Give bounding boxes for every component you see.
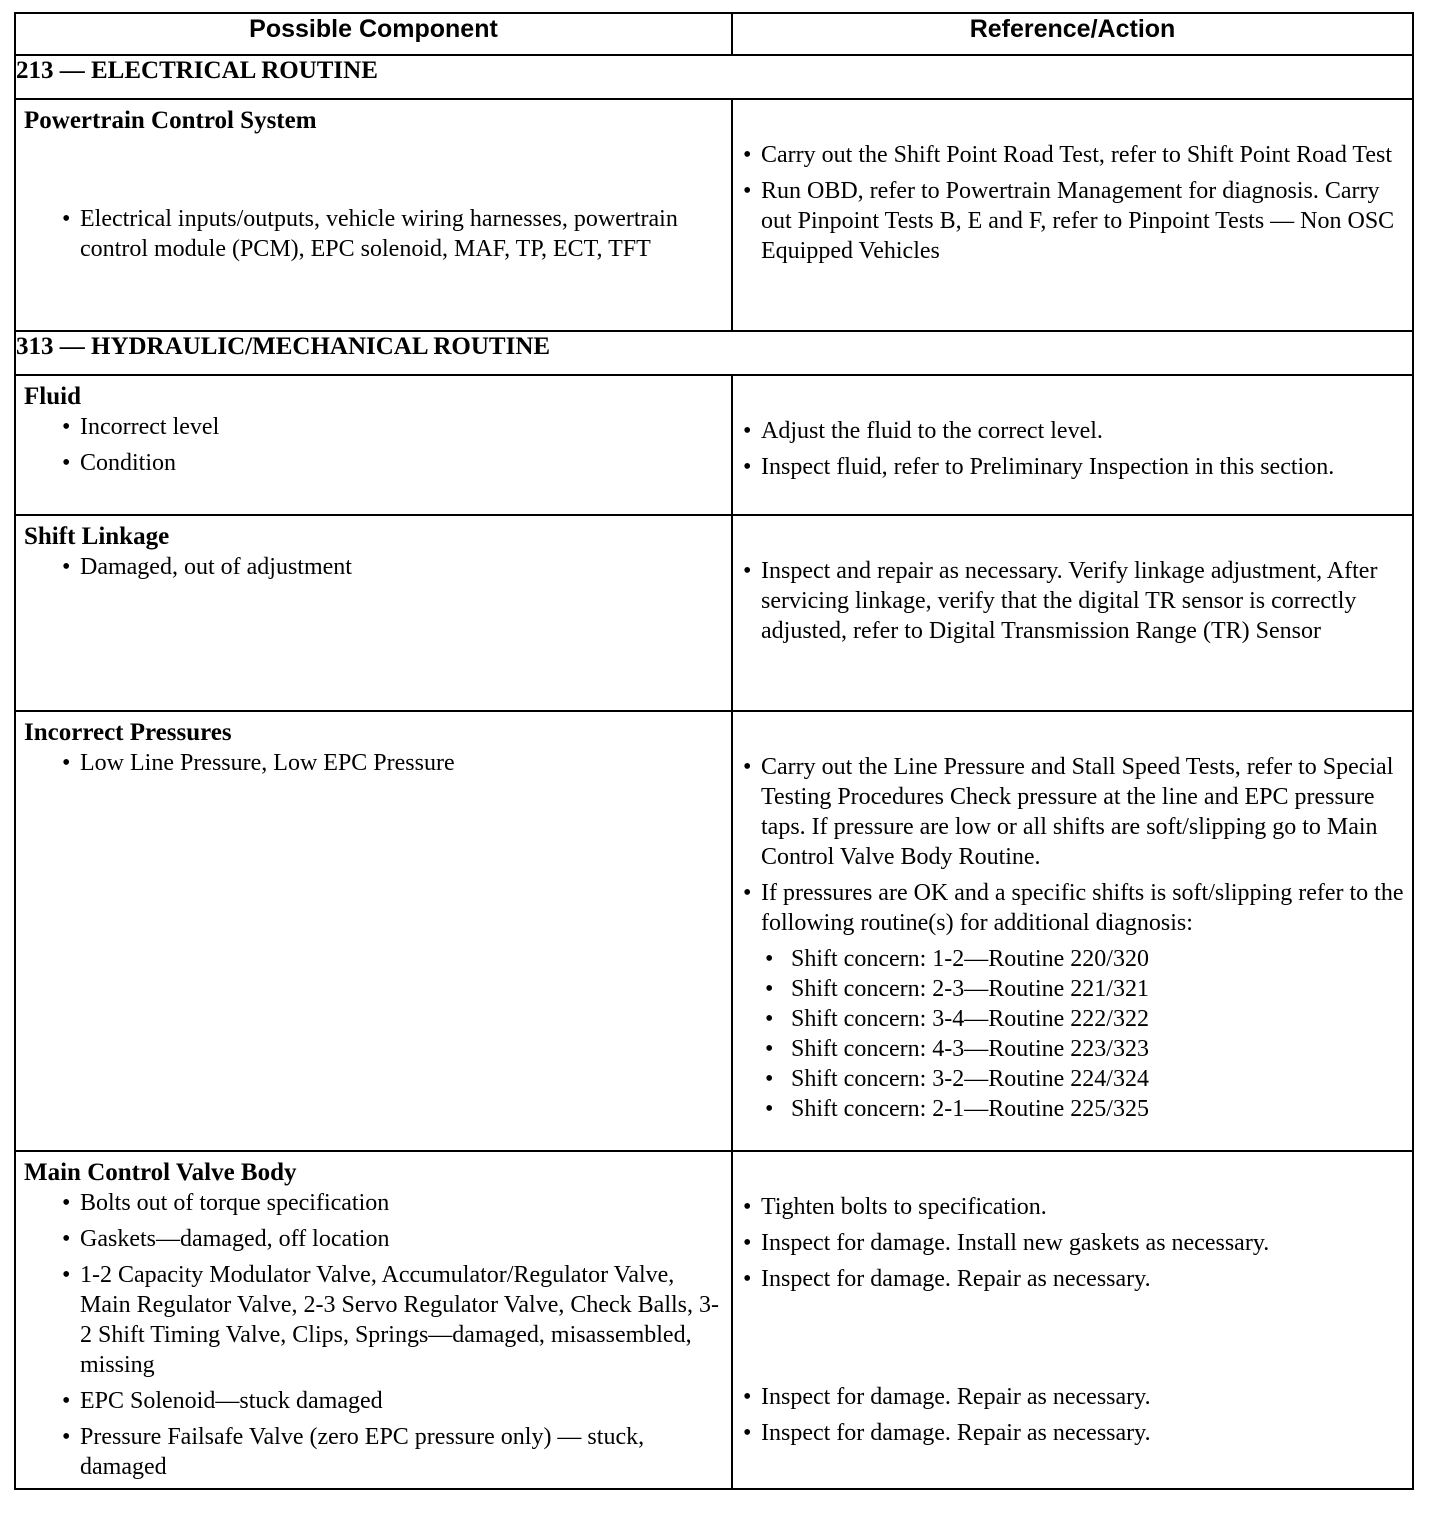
routine-item: • Shift concern: 2-1—Routine 225/325	[765, 1096, 1149, 1122]
routine-list	[743, 944, 1412, 1124]
list-item: • Low Line Pressure, Low EPC Pressure	[62, 750, 455, 776]
routine-item: • Shift concern: 1-2—Routine 220/320	[765, 946, 1149, 972]
action-list	[733, 376, 1412, 492]
list-item: • Inspect and repair as necessary. Verify linkage adjustment, After servicing linkage, verify that the digital TR sensor is correctly adjusted, refer to Digital Transmission Range (TR) Sensor	[743, 558, 1378, 644]
component-cell	[15, 99, 732, 331]
component-list	[16, 412, 731, 478]
list-item: • Carry out the Line Pressure and Stall Speed Tests, refer to Special Testing Procedures Check pressure at the line and EPC pressure taps. If pressure are low or all shifts are soft/slipping go to Main Control Valve Body Routine.	[743, 754, 1394, 870]
table-row-powertrain	[15, 99, 1413, 331]
table-row-fluid	[15, 375, 1413, 515]
routine-item: • Shift concern: 2-3—Routine 221/321	[765, 976, 1149, 1002]
list-item: • Inspect for damage. Repair as necessary.	[743, 1266, 1151, 1292]
component-list	[16, 552, 731, 582]
column-header-action: Reference/Action	[732, 13, 1413, 55]
list-item: • If pressures are OK and a specific shifts is soft/slipping refer to the following routine(s) for additional diagnosis:	[743, 880, 1404, 936]
section-row-213	[15, 55, 1413, 99]
component-title: Shift Linkage	[24, 523, 170, 550]
diagnosis-table	[14, 12, 1414, 1490]
header-row	[15, 13, 1413, 55]
action-cell	[732, 1151, 1413, 1489]
action-cell	[732, 711, 1413, 1151]
list-item: • Incorrect level	[62, 414, 220, 440]
action-cell	[732, 99, 1413, 331]
section-title-213: 213 — ELECTRICAL ROUTINE	[15, 55, 1413, 99]
component-cell	[15, 515, 732, 711]
component-title: Main Control Valve Body	[24, 1159, 297, 1186]
routine-item: • Shift concern: 3-4—Routine 222/322	[765, 1006, 1149, 1032]
section-title-313: 313 — HYDRAULIC/MECHANICAL ROUTINE	[15, 331, 1413, 375]
list-item: • Electrical inputs/outputs, vehicle wiring harnesses, powertrain control module (PCM), EPC solenoid, MAF, TP, ECT, TFT	[62, 206, 678, 262]
list-item: • EPC Solenoid—stuck damaged	[62, 1388, 383, 1414]
list-item: • 1-2 Capacity Modulator Valve, Accumulator/Regulator Valve, Main Regulator Valve, 2-3 Servo Regulator Valve, Check Balls, 3-2 Shift Timing Valve, Clips, Springs—damaged, misassembled, missing	[62, 1262, 719, 1378]
component-cell	[15, 375, 732, 515]
component-title: Incorrect Pressures	[24, 719, 232, 746]
list-item: • Inspect for damage. Repair as necessary.	[743, 1384, 1151, 1410]
table-row-shift-linkage	[15, 515, 1413, 711]
section-row-313	[15, 331, 1413, 375]
routine-item: • Shift concern: 3-2—Routine 224/324	[765, 1066, 1149, 1092]
column-header-component: Possible Component	[15, 13, 732, 55]
component-list	[16, 1188, 731, 1482]
action-cell	[732, 515, 1413, 711]
action-list	[733, 1152, 1412, 1458]
list-item: • Inspect fluid, refer to Preliminary Inspection in this section.	[743, 454, 1335, 480]
list-item: • Run OBD, refer to Powertrain Management for diagnosis. Carry out Pinpoint Tests B, E and F, refer to Pinpoint Tests — Non OSC Equipped Vehicles	[743, 178, 1395, 264]
list-item: • Inspect for damage. Repair as necessary.	[743, 1420, 1151, 1446]
list-item: • Tighten bolts to specification.	[743, 1194, 1047, 1220]
list-item: • Pressure Failsafe Valve (zero EPC pressure only) — stuck, damaged	[62, 1424, 645, 1480]
table-row-main-control	[15, 1151, 1413, 1489]
action-cell	[732, 375, 1413, 515]
list-item: • Inspect for damage. Install new gaskets as necessary.	[743, 1230, 1270, 1256]
list-item: • Gaskets—damaged, off location	[62, 1226, 390, 1252]
component-list	[16, 136, 731, 264]
component-list	[16, 748, 731, 778]
table-row-incorrect-pressures	[15, 711, 1413, 1151]
list-item: • Bolts out of torque specification	[62, 1190, 390, 1216]
action-list	[733, 712, 1412, 1128]
list-item: • Damaged, out of adjustment	[62, 554, 352, 580]
list-item: • Condition	[62, 450, 177, 476]
action-list	[733, 516, 1412, 656]
component-title: Fluid	[24, 383, 81, 410]
list-item: • Adjust the fluid to the correct level.	[743, 418, 1103, 444]
action-list	[733, 100, 1412, 276]
list-item: • Carry out the Shift Point Road Test, refer to Shift Point Road Test	[743, 142, 1393, 168]
routine-item: • Shift concern: 4-3—Routine 223/323	[765, 1036, 1149, 1062]
component-cell	[15, 1151, 732, 1489]
component-title: Powertrain Control System	[24, 107, 317, 134]
component-cell	[15, 711, 732, 1151]
